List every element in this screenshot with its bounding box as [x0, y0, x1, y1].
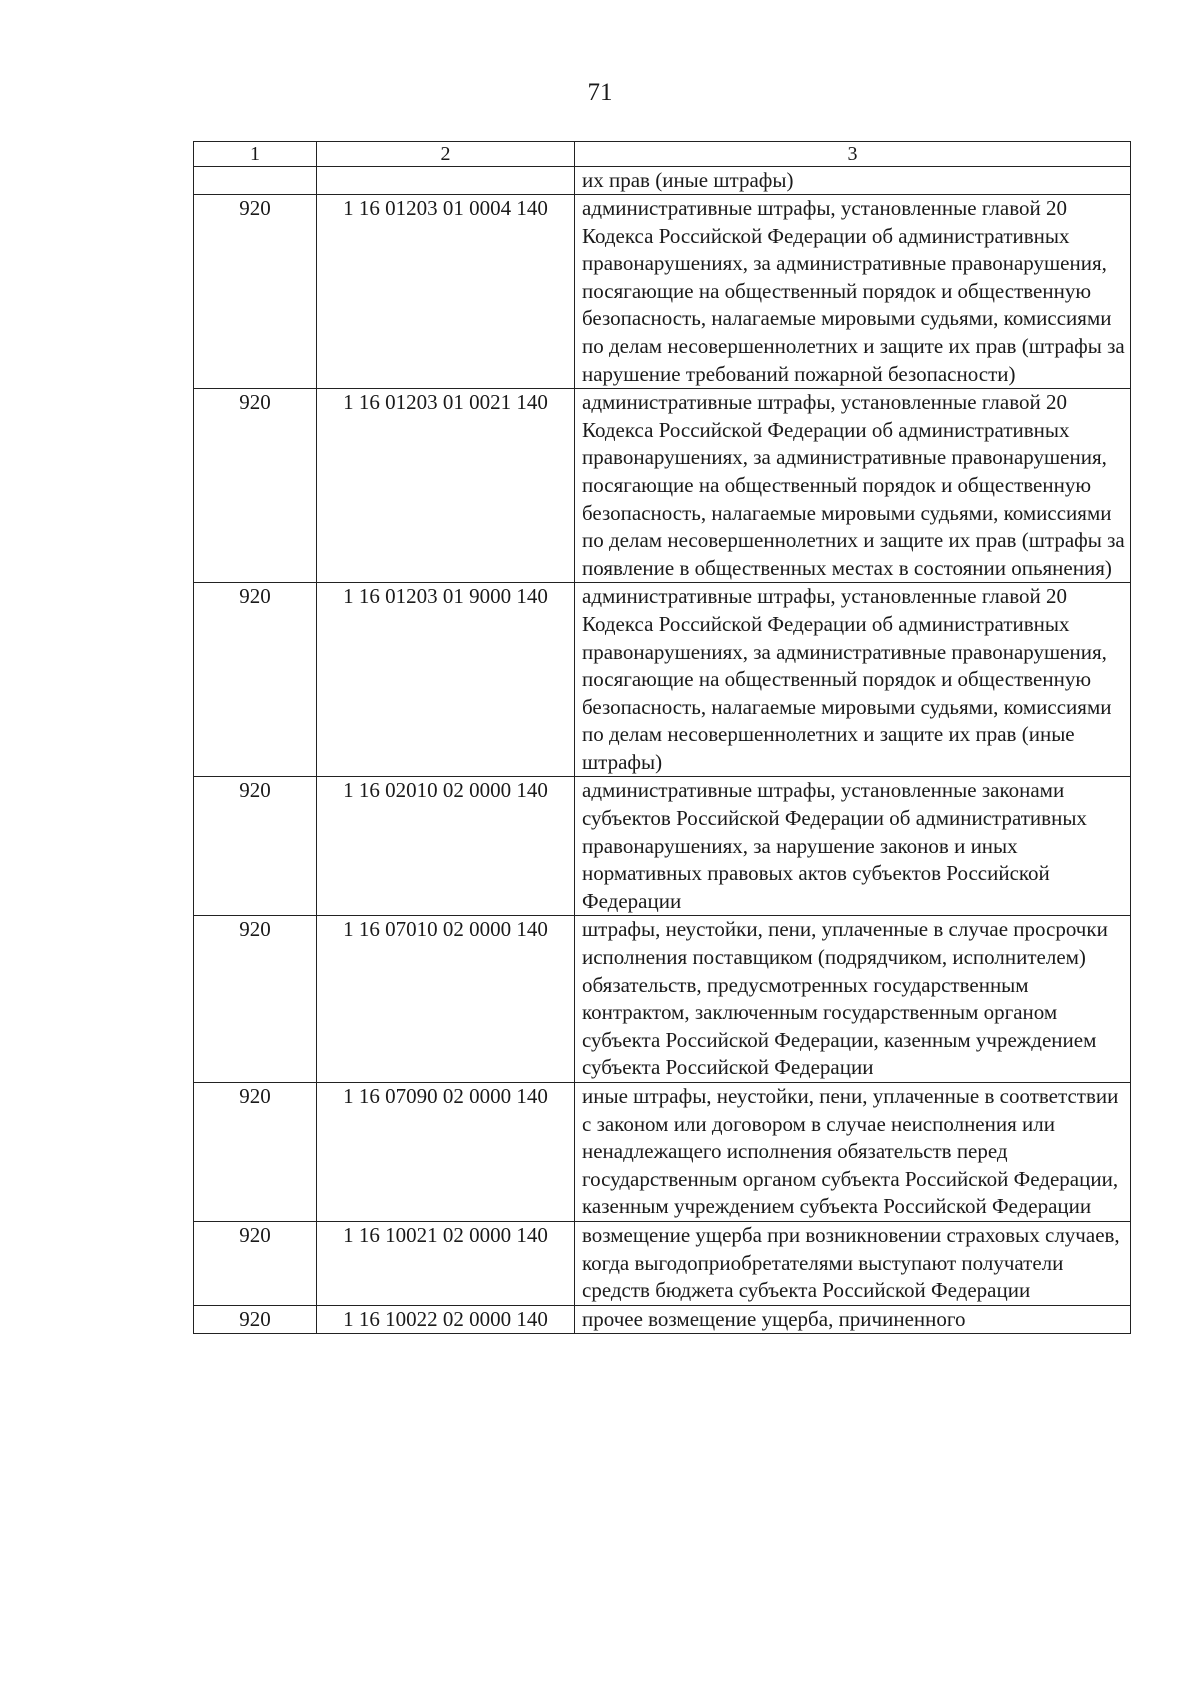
continuation-admin-cell [194, 167, 317, 195]
revenue-codes-table [193, 141, 1131, 1334]
table-row [194, 195, 1131, 389]
continuation-row [194, 167, 1131, 195]
description-cell: административные штрафы, установленные главой 20 Кодекса Российской Федерации об административных правонарушениях, за административные правонарушения, посягающие на общественный порядок и общественную безопасность, налагаемые мировыми судьями, комиссиями по делам несовершеннолетних и защите их прав (штрафы за нарушение требований пожарной безопасности) [575, 195, 1131, 389]
description-cell: штрафы, неустойки, пени, уплаченные в случае просрочки исполнения поставщиком (подрядчиком, исполнителем) обязательств, предусмотренных государственным контрактом, заключенным государственным органом субъекта Российской Федерации, казенным учреждением субъекта Российской Федерации [575, 916, 1131, 1083]
description-cell: иные штрафы, неустойки, пени, уплаченные в соответствии с законом или договором в случае неисполнения или ненадлежащего исполнения обязательств перед государственным органом субъекта Российской Федерации, казенным учреждением субъекта Российской Федерации [575, 1083, 1131, 1222]
admin-code-cell: 920 [194, 389, 317, 583]
continuation-text-cell: их прав (иные штрафы) [575, 167, 1131, 195]
table-row [194, 777, 1131, 916]
table-row [194, 389, 1131, 583]
description-cell: прочее возмещение ущерба, причиненного [575, 1305, 1131, 1334]
budget-code-cell: 1 16 10021 02 0000 140 [317, 1221, 575, 1305]
admin-code-cell: 920 [194, 1221, 317, 1305]
budget-code-cell: 1 16 02010 02 0000 140 [317, 777, 575, 916]
budget-code-cell: 1 16 01203 01 0004 140 [317, 195, 575, 389]
page-number: 71 [587, 79, 613, 106]
budget-code-cell: 1 16 01203 01 0021 140 [317, 389, 575, 583]
column-header-3: 3 [575, 142, 1131, 167]
table-row [194, 583, 1131, 777]
admin-code-cell: 920 [194, 916, 317, 1083]
continuation-code-cell [317, 167, 575, 195]
admin-code-cell: 920 [194, 195, 317, 389]
admin-code-cell: 920 [194, 583, 317, 777]
admin-code-cell: 920 [194, 1305, 317, 1334]
column-header-1: 1 [194, 142, 317, 167]
budget-code-cell: 1 16 01203 01 9000 140 [317, 583, 575, 777]
budget-code-cell: 1 16 07090 02 0000 140 [317, 1083, 575, 1222]
table-row [194, 1221, 1131, 1305]
admin-code-cell: 920 [194, 1083, 317, 1222]
table-row [194, 916, 1131, 1083]
admin-code-cell: 920 [194, 777, 317, 916]
description-cell: административные штрафы, установленные главой 20 Кодекса Российской Федерации об административных правонарушениях, за административные правонарушения, посягающие на общественный порядок и общественную безопасность, налагаемые мировыми судьями, комиссиями по делам несовершеннолетних и защите их прав (штрафы за появление в общественных местах в состоянии опьянения) [575, 389, 1131, 583]
budget-code-cell: 1 16 07010 02 0000 140 [317, 916, 575, 1083]
description-cell: административные штрафы, установленные главой 20 Кодекса Российской Федерации об административных правонарушениях, за административные правонарушения, посягающие на общественный порядок и общественную безопасность, налагаемые мировыми судьями, комиссиями по делам несовершеннолетних и защите их прав (иные штрафы) [575, 583, 1131, 777]
table-row [194, 1305, 1131, 1334]
column-header-2: 2 [317, 142, 575, 167]
description-cell: возмещение ущерба при возникновении страховых случаев, когда выгодоприобретателями выступают получатели средств бюджета субъекта Российской Федерации [575, 1221, 1131, 1305]
budget-code-cell: 1 16 10022 02 0000 140 [317, 1305, 575, 1334]
table-header-row [194, 142, 1131, 167]
description-cell: административные штрафы, установленные законами субъектов Российской Федерации об административных правонарушениях, за нарушение законов и иных нормативных правовых актов субъектов Российской Федерации [575, 777, 1131, 916]
table-row [194, 1083, 1131, 1222]
